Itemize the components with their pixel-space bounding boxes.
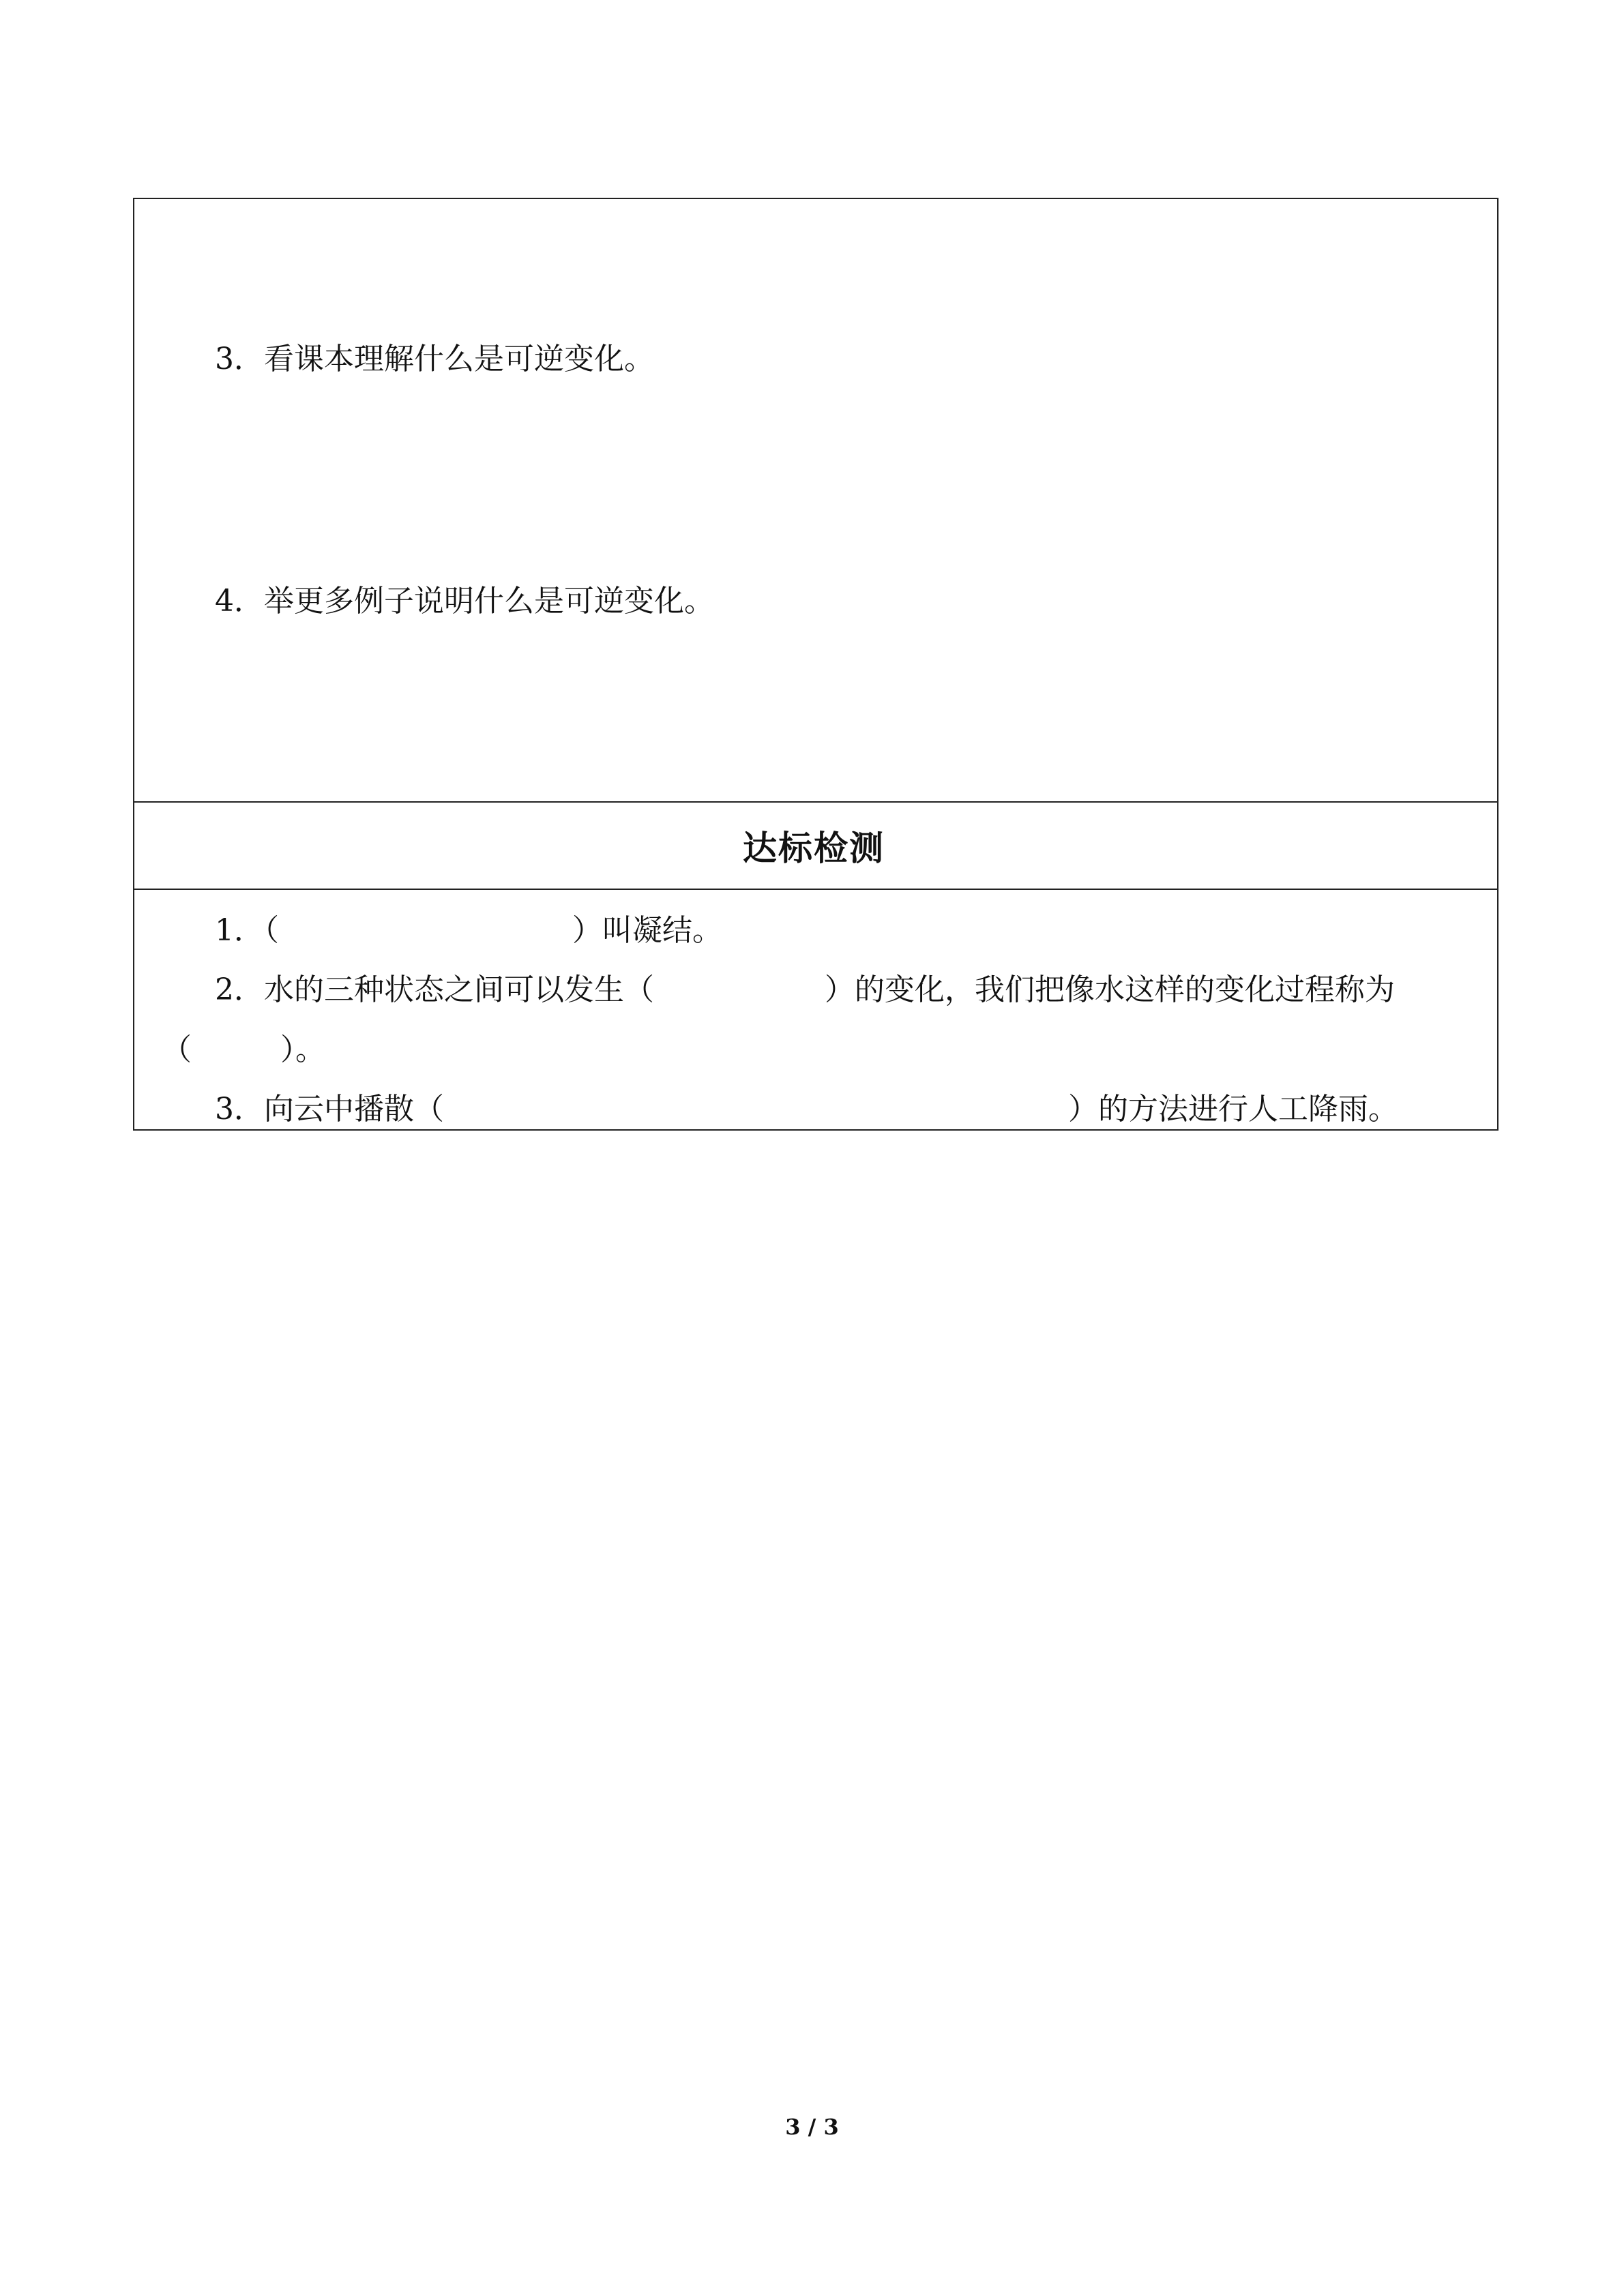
fill-item-2-end: ）的变化，我们把像水这样的变化过程称为 xyxy=(825,972,1395,1007)
fill-item-1-end: ）叫凝结。 xyxy=(572,913,722,948)
assessment-section xyxy=(134,890,1497,1129)
page-number: 3 / 3 xyxy=(785,2114,839,2140)
fill-item-2 xyxy=(215,972,1395,1007)
question-3: 3．看课本理解什么是可逆变化。 xyxy=(215,342,654,376)
fill-item-3 xyxy=(215,1092,1398,1127)
activity-section xyxy=(134,199,1497,803)
fill-item-1 xyxy=(215,913,722,948)
fill-item-3-end: ）的方法进行人工降雨。 xyxy=(1068,1092,1398,1127)
fill-item-2-start: 2．水的三种状态之间可以发生（ xyxy=(215,972,654,1007)
fill-item-2b-end: ）。 xyxy=(280,1032,325,1067)
fill-item-1-start: 1．（ xyxy=(215,913,279,948)
fill-item-2b-start: （ xyxy=(162,1032,192,1067)
section-header xyxy=(134,803,1497,890)
fill-item-2-continued xyxy=(162,1032,325,1067)
question-4: 4．举更多例子说明什么是可逆变化。 xyxy=(215,584,714,618)
fill-item-3-start: 3．向云中播散（ xyxy=(215,1092,444,1127)
section-title: 达标检测 xyxy=(743,829,885,868)
worksheet-table xyxy=(133,198,1498,1131)
